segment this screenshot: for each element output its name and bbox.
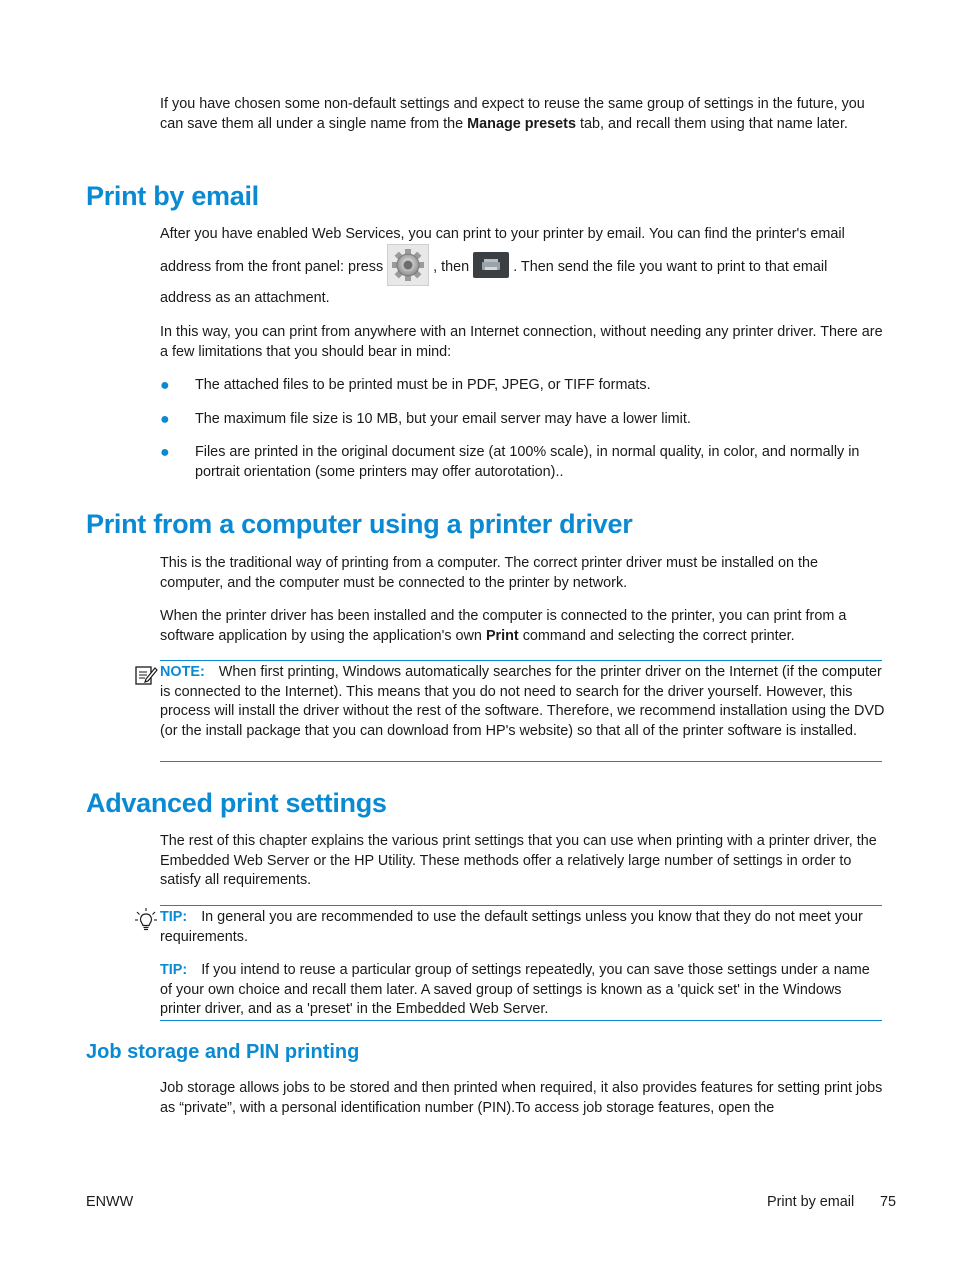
email-paragraph-line1: After you have enabled Web Services, you can print to your printer by email. You can find the printer's email [160, 226, 845, 242]
computer-paragraph-2 [160, 607, 885, 646]
tip-lightbulb-icon [134, 907, 158, 933]
tip-text: If you intend to reuse a particular group of settings repeatedly, you can save those settings under a name of your own choice and recall them later. A saved group of settings is known as a 'quick set' in the Windows printer driver, and as a 'preset' in the Embedded Web Server. [160, 962, 870, 1017]
list-item: The maximum file size is 10 MB, but your email server may have a lower limit. [195, 411, 691, 427]
tip-block-2 [160, 961, 885, 1020]
list-item: The attached files to be printed must be in PDF, JPEG, or TIFF formats. [195, 377, 651, 393]
tip-label: TIP: [160, 962, 188, 978]
note-bottom-rule [160, 761, 882, 762]
advanced-paragraph: The rest of this chapter explains the various print settings that you can use when printing with a printer driver, the Embedded Web Server or the HP Utility. These methods offer a relatively large number of settings in order to satisfy all requirements. [160, 833, 877, 888]
manage-presets-term: Manage presets [467, 115, 576, 132]
page-number: 75 [880, 1194, 897, 1210]
footer-left: ENWW [86, 1194, 134, 1210]
tip-label: TIP: [160, 909, 188, 925]
bullet-icon: ● [160, 377, 170, 394]
note-block [160, 663, 885, 741]
footer-section-title: Print by email [767, 1194, 855, 1210]
email-paragraph-2: In this way, you can print from anywhere with an Internet connection, without needing any printer driver. There are a few limitations that you should bear in mind: [160, 324, 883, 360]
bullet-icon: ● [160, 411, 170, 428]
intro-text-end: tab, and recall them using that name later. [575, 115, 848, 132]
email-paragraph-line3: address as an attachment. [160, 290, 330, 306]
intro-paragraph [160, 95, 885, 134]
print-command-term: Print [485, 627, 519, 644]
bullet-icon: ● [160, 444, 170, 461]
computer-paragraph-1: This is the traditional way of printing from a computer. The correct printer driver must be installed on the computer, and the computer must be connected to the printer by network. [160, 555, 819, 591]
tip-text: In general you are recommended to use the default settings unless you know that they do not meet your requirements. [160, 909, 863, 945]
heading-print-from-computer: Print from a computer using a printer driver [86, 509, 633, 539]
settings-gear-icon [387, 244, 429, 286]
heading-job-storage: Job storage and PIN printing [86, 1041, 360, 1063]
computer-paragraph-2-text: When the printer driver has been installed and the computer is connected to the printer, you can print from a software application by using the application's own [160, 608, 847, 644]
heading-print-by-email: Print by email [86, 181, 259, 211]
email-paragraph-line2 [160, 246, 885, 288]
heading-advanced-print-settings: Advanced print settings [86, 788, 387, 818]
note-icon [134, 664, 158, 686]
tip-top-rule [160, 905, 882, 906]
printer-icon [473, 252, 509, 278]
web-services-printer-icon [473, 252, 509, 278]
press-text: address from the front panel: press [160, 258, 384, 275]
send-file-text: . Then send the file you want to print to that email [513, 258, 828, 275]
intro-text: If you have chosen some non-default settings and expect to reuse the same group of settings in the future, you can save them all under a single name from the [160, 96, 865, 132]
tip-block-1 [160, 908, 885, 947]
list-item: Files are printed in the original document size (at 100% scale), in normal quality, in color, and normally in portrait orientation (some printers may offer autorotation).. [195, 444, 860, 480]
tip-bottom-rule [160, 1020, 882, 1021]
computer-paragraph-2-end: command and selecting the correct printer. [518, 627, 795, 644]
note-text: When first printing, Windows automatically searches for the printer driver on the Internet (if the computer is connected to the Internet). This means that you do not need to search for the driver yourself. However, this process will install the driver without the rest of the software. Therefore, we recommend installation using the DVD (or the install package that you can download from HP's website) so that all of the printer software is installed. [160, 664, 885, 739]
note-label: NOTE: [160, 664, 205, 680]
job-storage-paragraph: Job storage allows jobs to be stored and then printed when required, it also provides features for setting print jobs as “private”, with a personal identification number (PIN).To access job storage features, open the [160, 1080, 883, 1116]
gear-icon [388, 245, 428, 285]
note-top-rule [160, 660, 882, 661]
then-text: , then [433, 258, 470, 275]
